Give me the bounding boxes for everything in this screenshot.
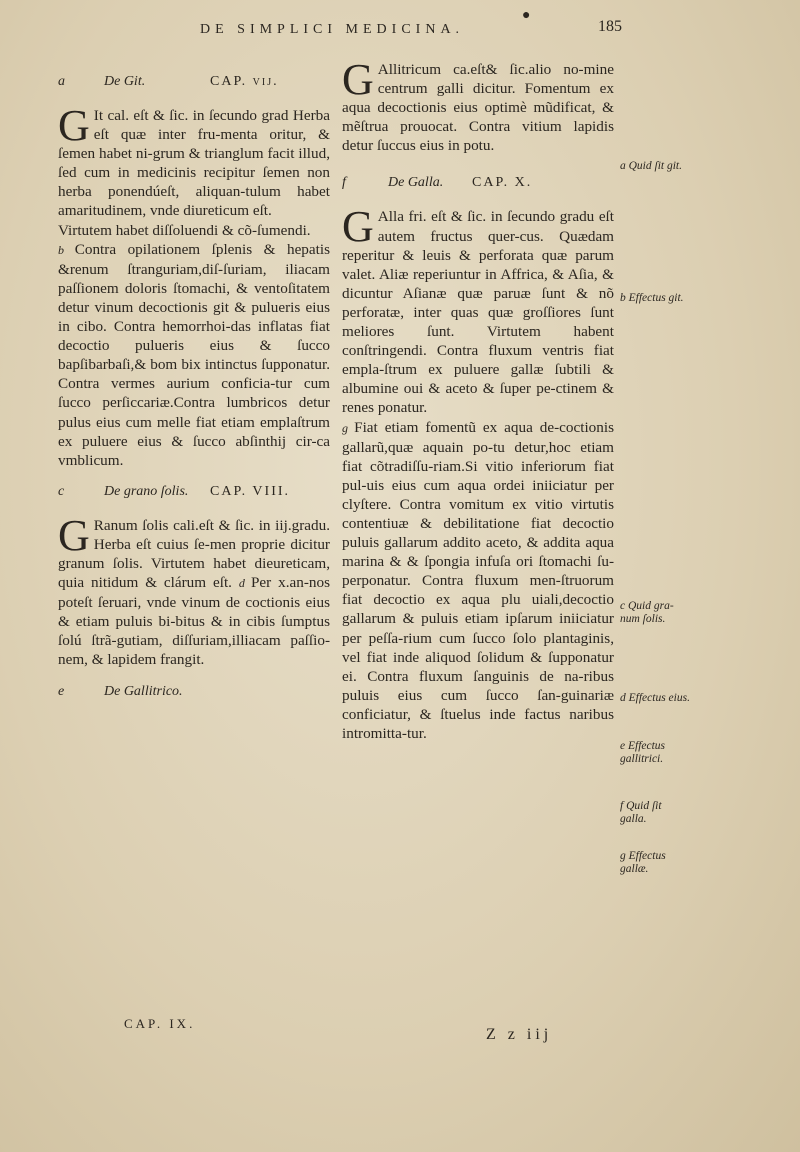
chapter-number-ix: CAP. IX.	[124, 1016, 196, 1031]
paragraph-gallitricum: G Allitricum ca.eſt& ſic.alio no-mine centrum galli dicitur. Fomentum ex aqua decoctionis eius optimè mũdificat, & mẽſtrua prouocat. Contra vitium lapidis detur ſuccus eius in potu.	[342, 55, 614, 155]
chapter-name: De Git.	[104, 74, 146, 89]
paragraph-git-virtue: Virtutem habet diſſoluendi & cõ-ſumendi.	[58, 221, 311, 239]
signature-mark: Z z iij	[486, 1026, 553, 1043]
paragraph-git: G It cal. eſt & ſic. in ſecundo grad Herba eſt quæ inter fru-menta oritur, & ſemen habet ni-grum & trianglum facit illud, ſed cum in medicinis recipitur ſemen non herba ponendúeſt, aliquan-tulum habet amaritudinem, vnde diureticum eſt.	[58, 101, 330, 220]
chapter-heading-granum: c De grano ſolis. CAP. VIII.	[58, 483, 291, 499]
paragraph-granum: G Ranum ſolis cali.eſt & ſic. in iij.gradu. Herba eſt cuius ſe-men proprie dicitur granum ſolis. Virtutem habet dieureticam, quia nitidum & clárum eſt. d Per x.an-nos poteſt ſeruari, vnde vinum de coctionis eius & etiam puluis bi-bitus & in cibis ſumptus ſolú ſtrã-gutiam, diſſuriam,illiacam paſſio-nem, & lapidem frangit.	[58, 510, 331, 669]
chapter-letter: a	[58, 74, 65, 89]
chapter-heading-git	[58, 74, 330, 94]
margin-note-b: b Effectus git.	[620, 292, 684, 304]
margin-note-e: e Effectus gallitrici.	[620, 740, 666, 765]
chapter-number: CAP. vij.	[210, 74, 279, 89]
drop-cap: G	[58, 510, 90, 560]
page-header	[0, 8, 800, 38]
margin-note-d: d Effectus eius.	[620, 692, 690, 704]
paragraph-galla-uses: g Fiat etiam fomentũ ex aqua de-coctionis gallarũ,quæ aquain po-tu detur,hoc etiam fiat cõtradiſſu-riam.Si vitio inferiorum fiat pul-uis eius cum aqua ordei iniiciatur per clyſtere. Contra vomitum ex vitio virtutis contentiuæ & debilitatione fiat decoctio puluis gallarum addito aceto, & addita aqua marina & & ſpongia infuſa ori ſtomachi ſu-perponatur. Contra fluxum men-ſtruorum fiat decoctio ex aqua plu uiali,decoctio gallarum & puluis etiam ipſarum iniiciatur per peſſa-rium cum ſucco ſolo plantaginis, vel fiat inde aliquod ſolidum & ſupponatur ei. Contra fluxum ſanguinis de na-ribus puluis eius cum ſucco ſan-guinariæ conficiatur, & ſtuelus inde factus naribus intromitta-tur.	[342, 418, 615, 742]
margin-note-f: f Quid ſit galla.	[620, 800, 662, 825]
margin-note-c: c Quid gra-num ſolis.	[620, 600, 674, 625]
paragraph-galla: G Alla fri. eſt & ſic. in ſecundo gradu eſt autem fructus quer-cus. Quædam reperitur & leuis & perforata quæ parum valet. Aliæ reperiuntur in Affrica, & Aſia, & dicuntur Aſianæ quæ paruæ ſunt & nõ perforatæ, inter quas quæ groſſiores ſunt meliores ſunt. Virtutem habent conſtringendi. Contra fluxum ventris fiat empla-ſtrum ex puluere gallæ ſubtili & albumine oui & aceto & ſuper pe-ctinem & renes ponatur.	[342, 202, 614, 417]
drop-cap: G	[58, 101, 90, 150]
drop-cap: G	[342, 202, 374, 252]
running-title: DE SIMPLICI MEDICINA.	[200, 22, 465, 37]
chapter-heading-gallitrico: e De Gallitrico.	[58, 683, 183, 699]
page-number: 185	[598, 18, 622, 35]
drop-cap: G	[342, 55, 374, 104]
paragraph-git-uses: b Contra opilationem ſplenis & hepatis &renum ſtranguriam,diſ-ſuriam, iliacam paſſionem doloris ſtomachi, & ventoſitatem detur vinum decoctionis git & pulueris eius in cibo. Contra hemorrhoi-das inflatas fiat decoctio pulueris eius & ſucco bapſibarbaſi,& bom bix intinctus ſupponatur. Contra vermes aurium conficia-tur cum ſucco perſiccariæ.Contra lumbricos detur pulus eius cum melle fiat etiam emplaſtrum ex puluere eius & ſucco abſinthij cir-ca vmblicum.	[58, 240, 330, 469]
left-column	[58, 60, 330, 716]
margin-note-a: a Quid ſit git.	[620, 160, 682, 172]
margin-note-g: g Effectus gallæ.	[620, 850, 666, 875]
right-column	[342, 55, 615, 743]
ornament-dot: ●	[522, 8, 531, 23]
chapter-heading-galla: f De Galla. CAP. X.	[342, 175, 533, 191]
margin-notes	[620, 60, 690, 1060]
